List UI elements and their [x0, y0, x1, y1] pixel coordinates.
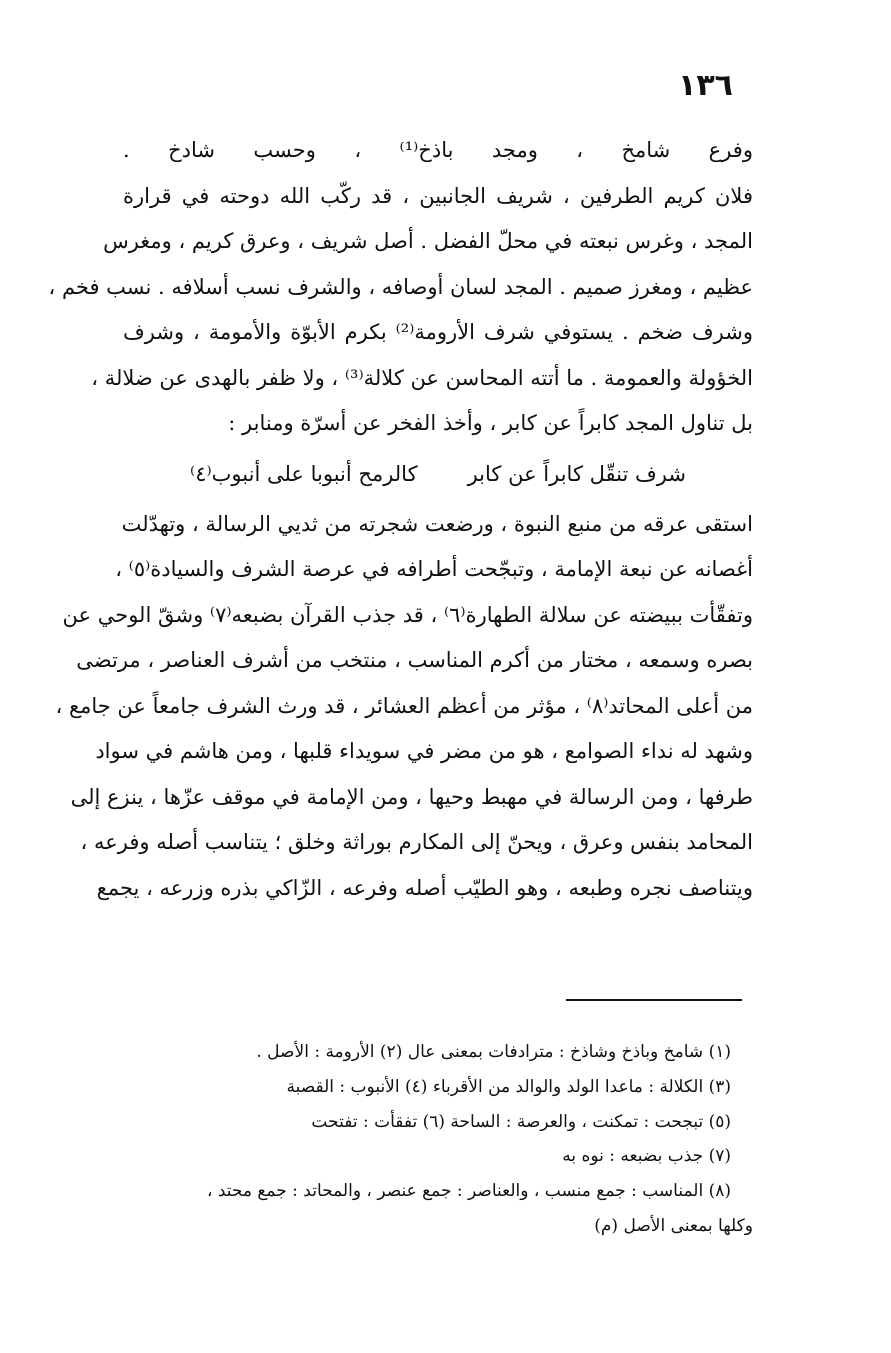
text-line: بل تناول المجد كابراً عن كابر ، وأخذ الفخر عن أسرّة ومنابر :: [228, 411, 753, 435]
text-line: عظيم ، ومغرز صميم . المجد لسان أوصافه ، والشرف نسب أسلافه . نسب فخم ،: [48, 274, 753, 299]
text-line: وتفقّأت ببيضته عن سلالة الطهارة⁽٦⁾ ، قد جذب القرآن بضبعه⁽٧⁾ وشقّ الوحي عن: [62, 602, 753, 627]
text-line: من أعلى المحاتد⁽٨⁾ ، مؤثر من أعظم العشائر ، قد ورث الشرف جامعاً عن جامع ،: [55, 693, 753, 718]
text-line: وشرف ضخم . يستوفي شرف الأرومة⁽²⁾ بكرم الأبوّة والأمومة ، وشرف: [123, 320, 754, 344]
text-line: بصره وسمعه ، مختار من أكرم المناسب ، منتخب من أشرف العناصر ، مرتضى: [76, 648, 753, 672]
text-line: وشهد له نداء الصوامع ، هو من مضر في سويداء قلبها ، ومن هاشم في سواد: [95, 739, 753, 763]
text-line: المحامد بنفس وعرق ، ويحنّ إلى المكارم بوراثة وخلق ؛ يتناسب أصله وفرعه ،: [80, 830, 753, 854]
footnote-continuation: وكلها بمعنى الأصل (م): [594, 1215, 753, 1236]
footnote: (٨) المناسب : جمع منسب ، والعناصر : جمع عنصر ، والمحاتد : جمع محتد ،: [206, 1181, 731, 1202]
footnote-separator: [566, 999, 742, 1001]
footnote: (٧) جذب بضبعه : نوه به: [562, 1146, 731, 1167]
text-line: الخؤولة والعمومة . ما أتته المحاسن عن كلالة⁽³⁾ ، ولا ظفر بالهدى عن ضلالة ،: [91, 365, 753, 390]
page-number: ١٣٦: [678, 68, 733, 103]
poetry-verse: [123, 447, 753, 502]
text-line: أغصانه عن نبعة الإمامة ، وتبجّحت أطرافه في عرصة الشرف والسيادة⁽٥⁾ ،: [115, 557, 753, 581]
verse-second-hemistich: كالرمح أنبوبا على أنبوب⁽٤⁾: [190, 461, 418, 486]
footnotes: [123, 1035, 753, 1244]
footnote: (٥) تبجحت : تمكنت ، والعرصة : الساحة (٦) تفقأت : تفتحت: [311, 1111, 731, 1132]
text-line: وفرع شامخ ، ومجد باذخ⁽¹⁾ ، وحسب شادخ .: [123, 138, 753, 162]
footnote: (١) شامخ وباذخ وشاذخ : مترادفات بمعنى عال (٢) الأرومة : الأصل .: [256, 1042, 731, 1062]
text-line: طرفها ، ومن الرسالة في مهبط وحيها ، ومن الإمامة في موقف عزّها ، ينزع إلى: [70, 784, 753, 809]
text-line: ويتناصف نجره وطبعه ، وهو الطيّب أصله وفرعه ، الزّاكي بذره وزرعه ، يجمع: [96, 875, 753, 900]
footnote: (٣) الكلالة : ماعدا الولد والوالد من الأقرباء (٤) الأنبوب : القصبة: [286, 1076, 731, 1097]
main-text: [48, 128, 754, 911]
text-line: المجد ، وغرس نبعته في محلّ الفضل . أصل شريف ، وعرق كريم ، ومغرس: [103, 229, 753, 253]
verse-first-hemistich: شرف تنقّل كابراً عن كابر: [467, 461, 686, 486]
text-line: استقى عرقه من منبع النبوة ، ورضعت شجرته من ثديي الرسالة ، وتهدّلت: [121, 511, 753, 536]
text-line: فلان كريم الطرفين ، شريف الجانبين ، قد ركّب الله دوحته في قرارة: [123, 183, 753, 208]
